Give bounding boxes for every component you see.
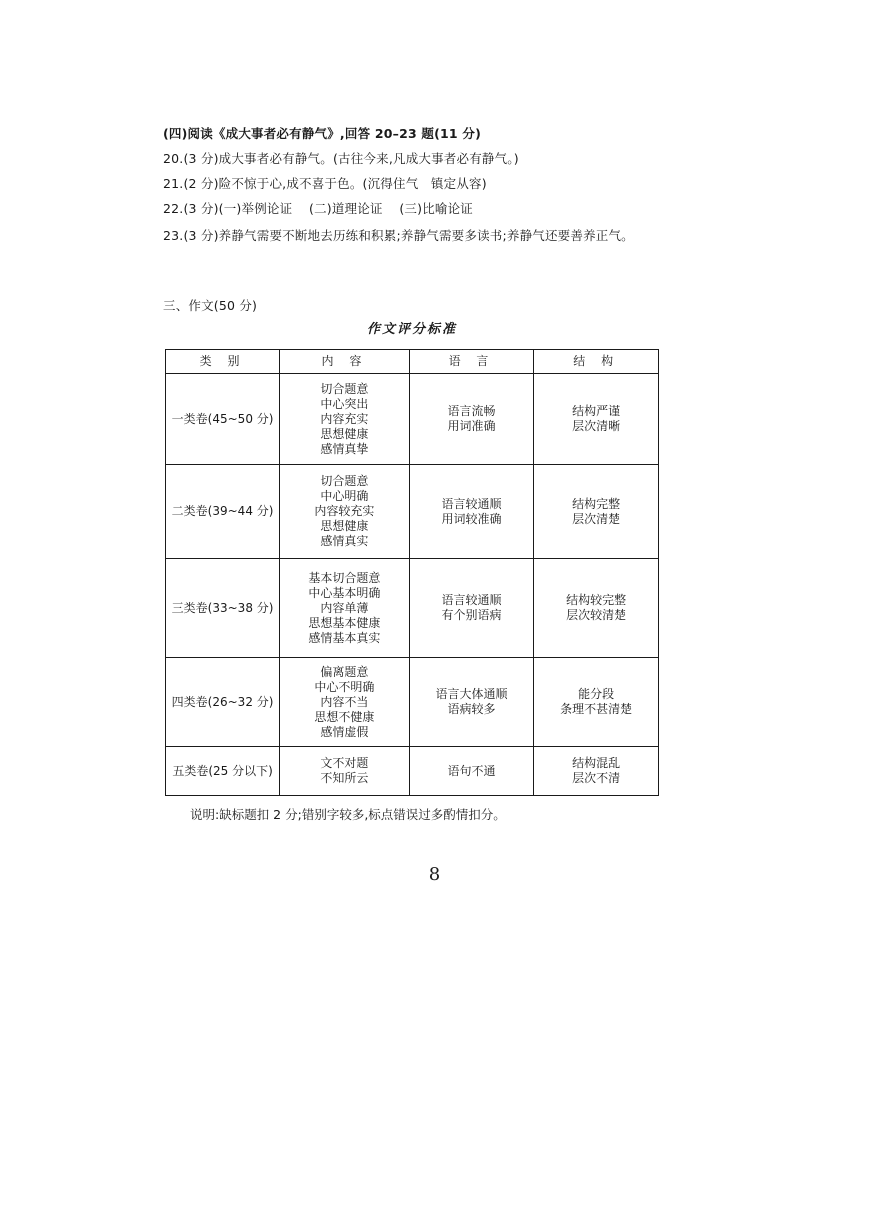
structure-item: 条理不甚清楚 — [560, 702, 633, 716]
structure-item: 层次清楚 — [572, 511, 621, 526]
content-item: 切合题意 — [320, 381, 369, 396]
content-item: 内容单薄 — [320, 600, 369, 615]
table-row — [166, 559, 659, 658]
structure-item: 能分段 — [578, 687, 615, 701]
language-item: 语言较通顺 — [441, 496, 502, 511]
grading-note: 说明:缺标题扣 2 分;错别字较多,标点错误过多酌情扣分。 — [190, 807, 506, 822]
content-item: 感情真挚 — [320, 441, 369, 456]
structure-item: 结构完整 — [572, 496, 621, 511]
table-header-row — [166, 350, 659, 374]
language-cell — [409, 658, 534, 747]
language-item: 有个别语病 — [441, 608, 502, 622]
content-item: 感情基本真实 — [308, 630, 381, 645]
table-row — [166, 747, 659, 796]
content-item: 中心不明确 — [314, 679, 375, 694]
language-item: 语句不通 — [447, 763, 496, 778]
structure-item: 层次较清楚 — [566, 608, 627, 622]
table-row — [166, 658, 659, 747]
content-item: 中心突出 — [320, 396, 369, 411]
structure-cell — [534, 374, 659, 465]
content-cell — [280, 747, 410, 796]
content-item: 感情真实 — [320, 534, 369, 548]
content-item: 文不对题 — [320, 756, 369, 770]
structure-item: 结构严谨 — [572, 404, 621, 418]
page-number: 8 — [428, 864, 441, 885]
category-cell: 四类卷(26~32 分) — [166, 658, 280, 747]
content-cell — [280, 465, 410, 559]
content-item: 偏离题意 — [320, 664, 369, 679]
language-item: 语言流畅 — [447, 404, 496, 418]
content-item: 思想基本健康 — [308, 615, 381, 630]
language-item: 语言较通顺 — [441, 593, 502, 607]
content-item: 不知所云 — [320, 771, 369, 785]
structure-cell — [534, 747, 659, 796]
answer-q22: 22.(3 分)(一)举例论证 (二)道理论证 (三)比喻论证 — [163, 201, 474, 216]
table-title: 作文评分标准 — [366, 322, 457, 337]
content-item: 思想健康 — [320, 426, 369, 441]
language-cell — [409, 465, 534, 559]
structure-cell — [534, 658, 659, 747]
structure-cell — [534, 465, 659, 559]
content-item: 内容不当 — [320, 694, 369, 709]
answer-q23: 23.(3 分)养静气需要不断地去历练和积累;养静气需要多读书;养静气还要善养正气。 — [163, 228, 634, 243]
language-cell — [409, 747, 534, 796]
content-cell — [280, 658, 410, 747]
header-language: 语 言 — [409, 350, 534, 374]
reading-section-heading: (四)阅读《成大事者必有静气》,回答 20–23 题(11 分) — [163, 126, 481, 141]
content-item: 感情虚假 — [320, 724, 369, 739]
content-item: 切合题意 — [320, 474, 369, 488]
header-structure: 结 构 — [534, 350, 659, 374]
language-item: 用词准确 — [447, 419, 496, 433]
language-cell — [409, 374, 534, 465]
content-item: 内容较充实 — [314, 504, 375, 518]
table-row — [166, 465, 659, 559]
essay-section-heading: 三、作文(50 分) — [163, 298, 258, 313]
content-item: 内容充实 — [320, 411, 369, 426]
structure-cell — [534, 559, 659, 658]
category-cell: 二类卷(39~44 分) — [166, 465, 280, 559]
header-category: 类 别 — [166, 350, 280, 374]
content-item: 思想健康 — [320, 519, 369, 533]
essay-grading-table — [165, 349, 659, 796]
content-item: 基本切合题意 — [308, 570, 381, 585]
content-cell — [280, 374, 410, 465]
language-item: 语病较多 — [447, 702, 496, 716]
language-cell — [409, 559, 534, 658]
language-item: 语言大体通顺 — [435, 687, 508, 701]
category-cell: 三类卷(33~38 分) — [166, 559, 280, 658]
content-item: 中心基本明确 — [308, 585, 381, 600]
language-item: 用词较准确 — [441, 511, 502, 526]
answer-q21: 21.(2 分)险不惊于心,成不喜于色。(沉得住气 镇定从容) — [163, 176, 487, 191]
table-row — [166, 374, 659, 465]
answer-q20: 20.(3 分)成大事者必有静气。(古往今来,凡成大事者必有静气。) — [163, 151, 519, 166]
content-cell — [280, 559, 410, 658]
content-item: 思想不健康 — [314, 709, 375, 724]
header-content: 内 容 — [280, 350, 410, 374]
structure-item: 层次清晰 — [572, 419, 621, 433]
category-cell: 一类卷(45~50 分) — [166, 374, 280, 465]
category-cell: 五类卷(25 分以下) — [166, 747, 280, 796]
structure-item: 结构混乱 — [572, 756, 621, 770]
structure-item: 层次不清 — [572, 771, 621, 785]
content-item: 中心明确 — [320, 489, 369, 503]
structure-item: 结构较完整 — [566, 593, 627, 607]
